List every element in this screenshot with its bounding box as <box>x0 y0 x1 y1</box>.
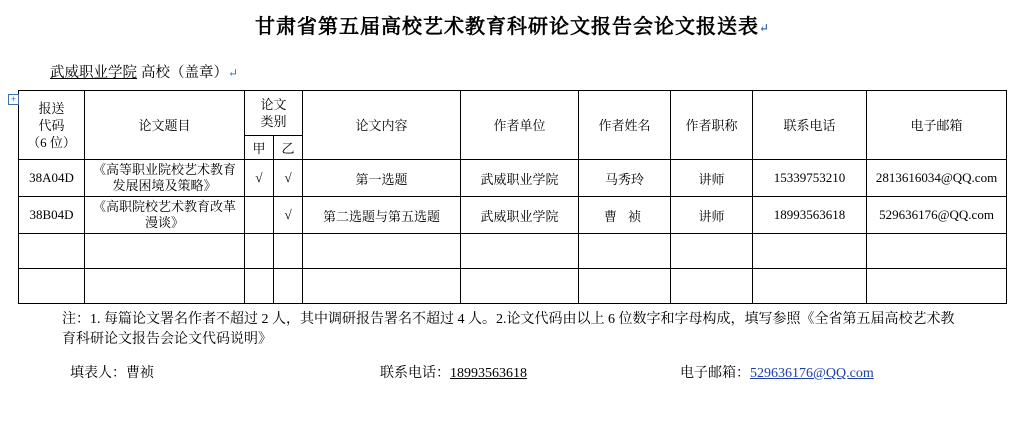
cell-author <box>579 234 671 269</box>
header-code <box>19 91 85 160</box>
footer-filler-label: 填表人： <box>70 366 126 381</box>
school-line <box>46 61 1025 82</box>
footer-email <box>680 362 960 382</box>
header-email: 电子邮箱 <box>867 91 1007 160</box>
footer-email-value[interactable]: 529636176@QQ.com <box>750 366 874 381</box>
cell-content: 第一选题 <box>303 160 461 197</box>
header-code-line1: 报送 <box>38 100 65 116</box>
cell-category-b: √ <box>274 197 303 234</box>
cell-title <box>85 269 245 304</box>
header-category <box>245 91 303 136</box>
cell-email <box>867 269 1007 304</box>
header-author: 作者姓名 <box>579 91 671 160</box>
cell-author: 马秀玲 <box>579 160 671 197</box>
cell-category-b: √ <box>274 160 303 197</box>
cell-category-a: √ <box>245 160 274 197</box>
cell-code <box>19 234 85 269</box>
table-row[interactable] <box>19 269 1007 304</box>
document-page <box>0 10 1025 428</box>
footer-filler-value: 曹祯 <box>126 366 154 381</box>
cell-category-a <box>245 234 274 269</box>
footer-phone <box>380 362 680 382</box>
footer-phone-label: 联系电话： <box>380 366 450 381</box>
cell-title: 《高职院校艺术教育改革漫谈》 <box>85 197 245 234</box>
header-category-a: 甲 <box>245 136 274 160</box>
table-row[interactable] <box>19 197 1007 234</box>
cell-content <box>303 269 461 304</box>
table-header-row <box>19 91 1007 136</box>
cell-email: 2813616034@QQ.com <box>867 160 1007 197</box>
header-code-line3: （6 位） <box>27 134 76 150</box>
cell-category-b <box>274 234 303 269</box>
submission-table <box>18 90 1007 304</box>
page-title <box>0 10 1025 39</box>
cell-email: 529636176@QQ.com <box>867 197 1007 234</box>
cell-rank: 讲师 <box>671 197 753 234</box>
cell-phone: 18993563618 <box>753 197 867 234</box>
table-row[interactable] <box>19 234 1007 269</box>
school-name: 武威职业学院 <box>50 65 137 81</box>
cell-content <box>303 234 461 269</box>
table-row[interactable] <box>19 160 1007 197</box>
cell-author <box>579 269 671 304</box>
cell-unit <box>461 269 579 304</box>
footer-phone-value: 18993563618 <box>450 366 527 381</box>
page-title-text: 甘肃省第五届高校艺术教育科研论文报告会论文报送表 <box>254 16 759 38</box>
cell-unit: 武威职业学院 <box>461 197 579 234</box>
note-line-1: 注：1. 每篇论文署名作者不超过 2 人，其中调研报告署名不超过 4 人。2.论文代码由以上 6 位数字和字母构成，填写参照《全省第五届高校艺术教 <box>62 312 955 327</box>
cell-email <box>867 234 1007 269</box>
header-unit: 作者单位 <box>461 91 579 160</box>
cell-unit: 武威职业学院 <box>461 160 579 197</box>
header-category-b: 乙 <box>274 136 303 160</box>
header-title: 论文题目 <box>85 91 245 160</box>
cell-title: 《高等职业院校艺术教育发展困境及策略》 <box>85 160 245 197</box>
cell-category-a <box>245 269 274 304</box>
cell-phone: 15339753210 <box>753 160 867 197</box>
cell-code: 38B04D <box>19 197 85 234</box>
footer-row <box>70 362 960 382</box>
header-code-line2: 代码 <box>38 117 65 133</box>
note-line-2: 育科研论文报告会论文代码说明》 <box>62 332 272 347</box>
header-category-line1: 论文 <box>260 97 287 112</box>
cell-unit <box>461 234 579 269</box>
cell-code <box>19 269 85 304</box>
cell-rank <box>671 269 753 304</box>
cell-title <box>85 234 245 269</box>
cell-phone <box>753 269 867 304</box>
cell-rank <box>671 234 753 269</box>
cell-code: 38A04D <box>19 160 85 197</box>
paragraph-mark-icon: ↵ <box>228 66 239 81</box>
cell-category-b <box>274 269 303 304</box>
header-category-line2: 类别 <box>260 114 287 129</box>
cell-content: 第二选题与第五选题 <box>303 197 461 234</box>
paragraph-mark-icon: ↵ <box>758 20 771 35</box>
cell-phone <box>753 234 867 269</box>
footer-filler <box>70 362 380 382</box>
cell-author: 曹 祯 <box>579 197 671 234</box>
header-phone: 联系电话 <box>753 91 867 160</box>
table-note <box>62 310 992 350</box>
cell-rank: 讲师 <box>671 160 753 197</box>
cell-category-a <box>245 197 274 234</box>
header-content: 论文内容 <box>303 91 461 160</box>
school-suffix: 高校（盖章） <box>141 65 228 81</box>
header-rank: 作者职称 <box>671 91 753 160</box>
table-anchor-icon[interactable]: + <box>8 94 19 105</box>
footer-email-label: 电子邮箱： <box>680 366 750 381</box>
